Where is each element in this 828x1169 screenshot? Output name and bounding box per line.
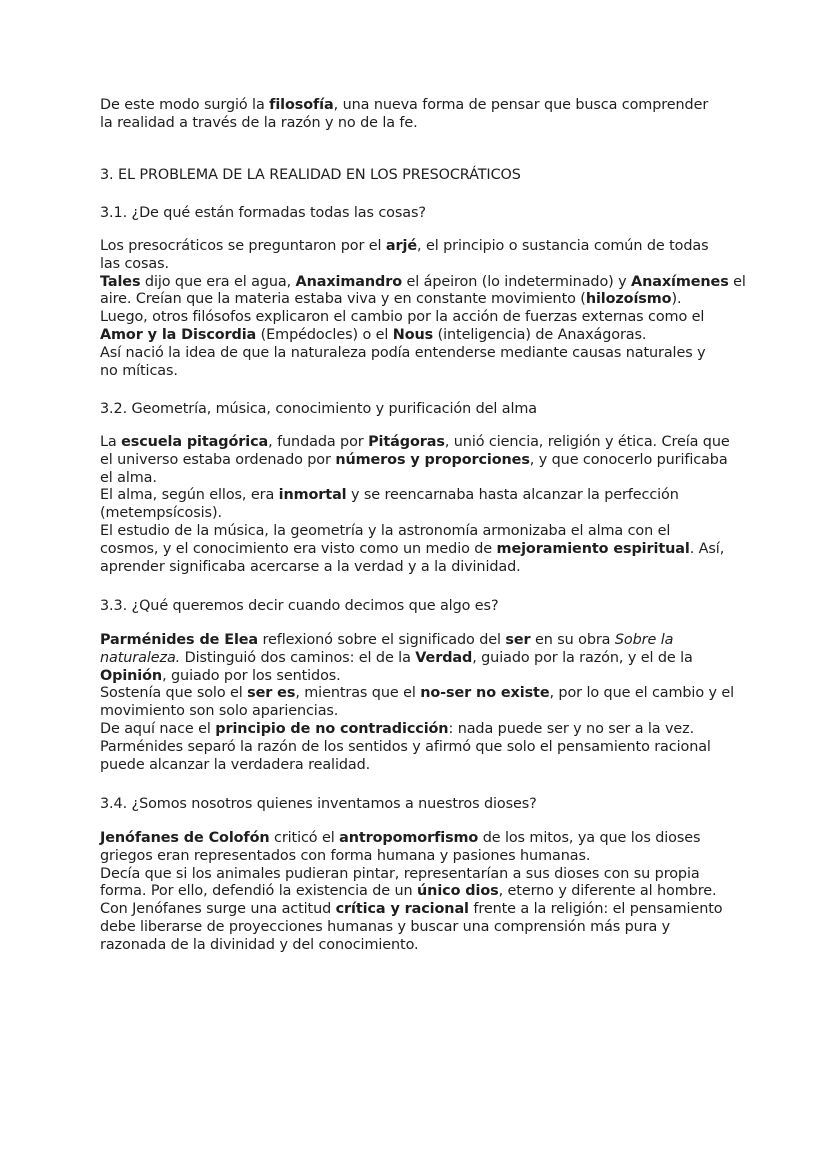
text-run: El alma, según ellos, era: [100, 487, 279, 504]
text-run: Así nació la idea de que la naturaleza podía entenderse mediante causas naturales y: [100, 344, 706, 361]
paragraph-line: [100, 919, 732, 937]
paragraph-line: [100, 97, 732, 115]
paragraph-line: [100, 345, 732, 363]
text-run: Sostenía que solo el: [100, 685, 248, 702]
text-run: , guiado por la razón, y el de la: [472, 649, 693, 666]
bold-text: único dios: [417, 883, 499, 900]
bold-text: Nous: [392, 326, 434, 343]
bold-text: Anaxímenes: [631, 273, 729, 290]
text-run: y se reencarnaba hasta alcanzar la perfección: [346, 487, 679, 504]
text-run: ).: [671, 291, 682, 308]
text-run: Los presocráticos se preguntaron por el: [100, 238, 386, 254]
text-run: puede alcanzar la verdadera realidad.: [100, 756, 371, 773]
text-run: , unió ciencia, religión y ética. Creía que: [444, 434, 730, 450]
paragraph-line: [100, 739, 732, 757]
text-run: Luego, otros filósofos explicaron el cambio por la acción de fuerzas externas como el: [100, 309, 705, 326]
paragraph-line: [100, 901, 732, 919]
bold-text: Parménides de Elea: [100, 632, 259, 648]
text-run: , guiado por los sentidos.: [162, 667, 341, 684]
section-3-title: 3. EL PROBLEMA DE LA REALIDAD EN LOS PRESOCRÁTICOS: [100, 167, 521, 183]
paragraph-line: [100, 523, 732, 541]
bold-text: no-ser no existe: [420, 685, 550, 702]
bold-text: ser: [505, 632, 531, 648]
intro-paragraph: [100, 97, 732, 133]
subsection-3-3-heading: 3.3. ¿Qué queremos decir cuando decimos que algo es?: [100, 598, 499, 614]
paragraph-line: [100, 866, 732, 884]
text-run: el alma.: [100, 469, 157, 486]
text-run: (Empédocles) o el: [256, 326, 393, 343]
bold-text: hilozoísmo: [585, 291, 672, 308]
subsection-3-1-paragraph: [100, 238, 746, 380]
paragraph-line: [100, 115, 732, 133]
paragraph-line: [100, 452, 732, 470]
paragraph-line: [100, 757, 732, 775]
paragraph-line: [100, 273, 746, 292]
bold-text: Opinión: [100, 667, 163, 684]
text-run: , el principio o sustancia común de todas: [417, 238, 709, 254]
paragraph-line: [100, 721, 732, 739]
text-run: Con Jenófanes surge una actitud: [100, 901, 336, 918]
text-run: (inteligencia) de Anaxágoras.: [433, 326, 647, 343]
text-run: El estudio de la música, la geometría y la astronomía armonizaba el alma con el: [100, 522, 671, 539]
text-run: cosmos, y el conocimiento era visto como un medio de: [100, 540, 497, 557]
text-run: la realidad a través de la razón y no de la fe.: [100, 114, 418, 131]
paragraph-line: [100, 668, 732, 686]
paragraph-line: [100, 632, 732, 650]
paragraph-line: [100, 470, 732, 488]
text-run: De este modo surgió la: [100, 97, 270, 113]
text-run: (metempsícosis).: [100, 505, 222, 522]
subsection-3-4-heading: 3.4. ¿Somos nosotros quienes inventamos a nuestros dioses?: [100, 796, 537, 812]
text-run: , mientras que el: [295, 685, 421, 702]
text-run: criticó el: [269, 830, 340, 846]
text-run: el universo estaba ordenado por: [100, 451, 336, 468]
text-run: De aquí nace el: [100, 720, 216, 737]
paragraph-line: [100, 487, 732, 505]
text-run: forma. Por ello, defendió la existencia de un: [100, 883, 418, 900]
bold-text: Verdad: [415, 649, 473, 666]
paragraph-line: [100, 703, 732, 721]
text-run: en su obra: [530, 632, 615, 648]
text-run: movimiento son solo apariencias.: [100, 703, 339, 720]
text-run: reflexionó sobre el significado del: [258, 632, 506, 648]
paragraph-line: [100, 830, 732, 848]
paragraph-line: [100, 883, 732, 901]
paragraph-line: [100, 848, 732, 866]
italic-text: naturaleza.: [100, 649, 181, 666]
bold-text: mejoramiento espiritual: [496, 540, 690, 557]
bold-text: principio de no contradicción: [215, 720, 449, 737]
text-run: razonada de la divinidad y del conocimiento.: [100, 936, 419, 953]
text-run: : nada puede ser y no ser a la vez.: [448, 720, 695, 737]
subsection-3-2-heading: 3.2. Geometría, música, conocimiento y purificación del alma: [100, 401, 537, 417]
bold-text: Tales: [100, 273, 141, 290]
paragraph-line: [100, 434, 732, 452]
bold-text: filosofía: [269, 97, 334, 113]
subsection-3-3-paragraph: [100, 632, 735, 774]
paragraph-line: [100, 238, 732, 256]
italic-text: Sobre la: [614, 632, 674, 648]
bold-text: antropomorfismo: [339, 830, 479, 846]
text-run: dijo que era el agua,: [140, 273, 296, 290]
bold-text: Amor y la Discordia: [100, 326, 257, 343]
text-run: , una nueva forma de pensar que busca comprender: [333, 97, 709, 113]
text-run: Distinguió dos caminos: el de la: [180, 649, 416, 666]
text-run: La: [100, 434, 122, 450]
paragraph-line: [100, 559, 732, 577]
paragraph-line: [100, 256, 732, 274]
text-run: aire. Creían que la materia estaba viva y en constante movimiento (: [100, 291, 586, 308]
bold-text: crítica y racional: [335, 901, 469, 918]
bold-text: Pitágoras: [368, 434, 445, 450]
text-run: , y que conocerlo purificaba: [529, 451, 728, 468]
text-run: . Así,: [689, 540, 725, 557]
text-run: Decía que si los animales pudieran pintar, representarían a sus dioses con su propia: [100, 865, 700, 882]
bold-text: inmortal: [278, 487, 347, 504]
paragraph-line: [100, 541, 732, 559]
paragraph-line: [100, 363, 732, 381]
paragraph-line: [100, 309, 732, 327]
text-run: las cosas.: [100, 255, 169, 272]
paragraph-line: [100, 327, 732, 345]
paragraph-line: [100, 291, 732, 309]
subsection-3-4-paragraph: [100, 830, 732, 955]
bold-text: escuela pitagórica: [121, 434, 269, 450]
text-run: aprender significaba acercarse a la verdad y a la divinidad.: [100, 558, 521, 575]
bold-text: Anaximandro: [295, 273, 402, 290]
text-run: debe liberarse de proyecciones humanas y buscar una comprensión más pura y: [100, 918, 671, 935]
text-run: el: [728, 273, 746, 290]
text-run: , eterno y diferente al hombre.: [498, 883, 717, 900]
text-run: el ápeiron (lo indeterminado) y: [402, 273, 632, 290]
text-run: de los mitos, ya que los dioses: [478, 830, 701, 846]
text-run: Parménides separó la razón de los sentidos y afirmó que solo el pensamiento racional: [100, 738, 711, 755]
text-run: no míticas.: [100, 362, 178, 379]
paragraph-line: [100, 650, 732, 668]
bold-text: Jenófanes de Colofón: [100, 830, 270, 846]
bold-text: arjé: [385, 238, 418, 254]
text-run: , fundada por: [268, 434, 369, 450]
bold-text: ser es: [247, 685, 296, 702]
text-run: frente a la religión: el pensamiento: [468, 901, 723, 918]
subsection-3-2-paragraph: [100, 434, 732, 576]
bold-text: números y proporciones: [335, 451, 530, 468]
text-run: , por lo que el cambio y el: [549, 685, 735, 702]
text-run: griegos eran representados con forma humana y pasiones humanas.: [100, 847, 591, 864]
paragraph-line: [100, 685, 735, 703]
paragraph-line: [100, 937, 732, 955]
paragraph-line: [100, 505, 732, 523]
subsection-3-1-heading: 3.1. ¿De qué están formadas todas las cosas?: [100, 205, 426, 221]
